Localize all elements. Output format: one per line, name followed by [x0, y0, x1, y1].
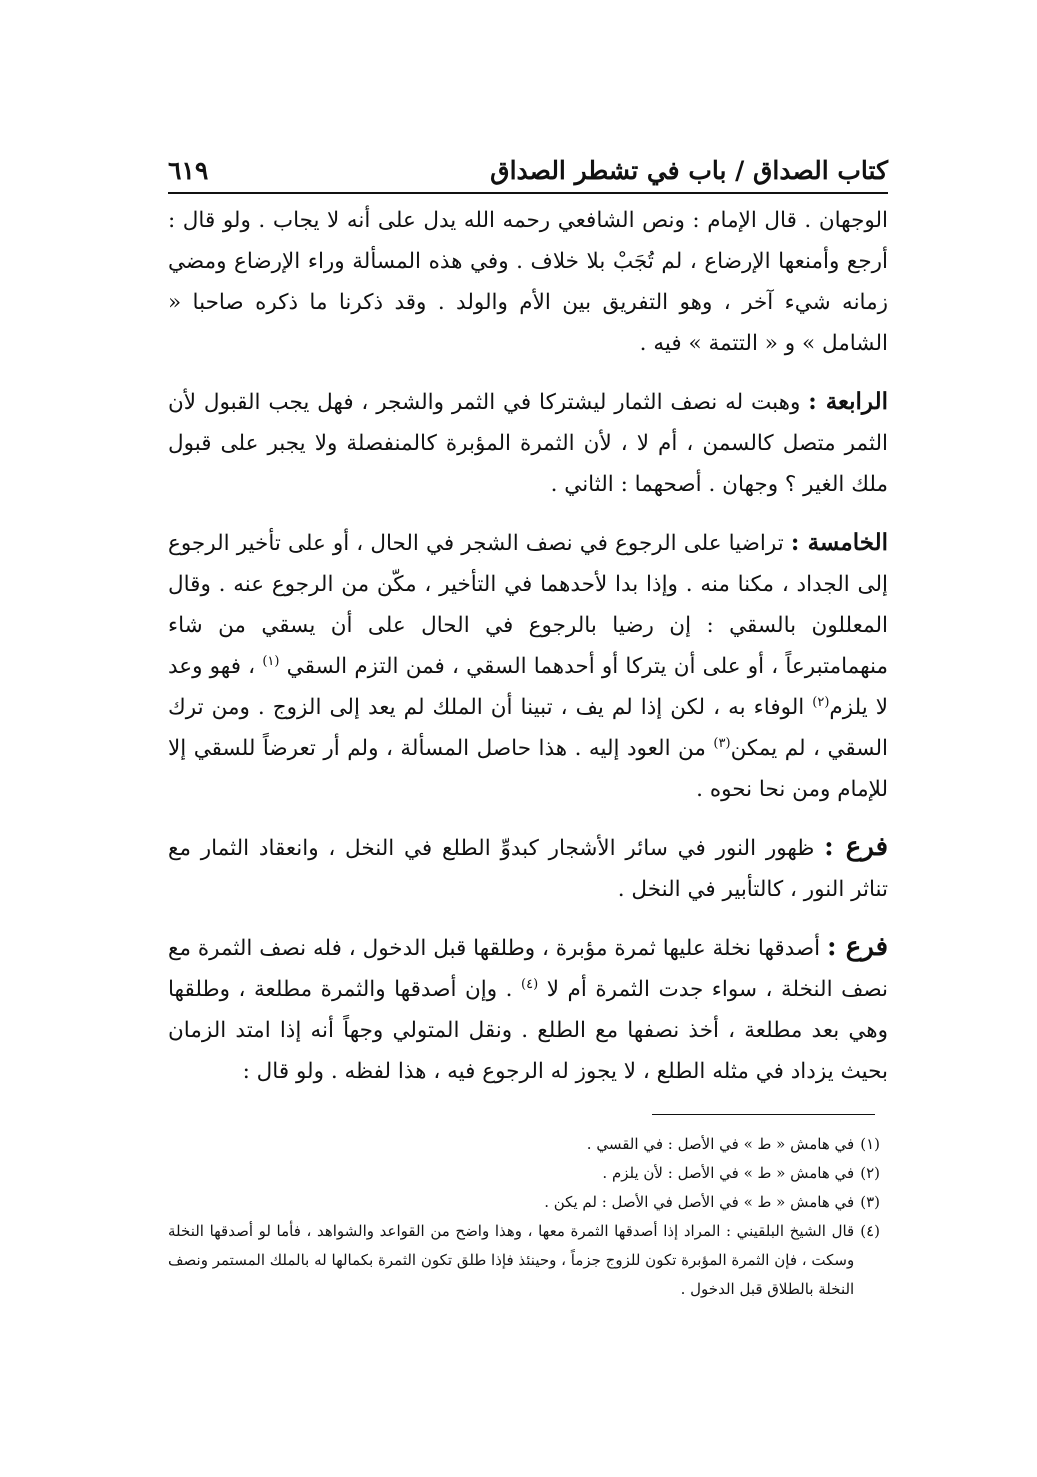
paragraph-text: . وإن أصدقها والثمرة مطلعة ، وطلقها وهي بعد مطلعة ، أخذ نصفها مع الطلع . ونقل المتولي وجهاً أنه إذا امتد الزمان بحيث يزداد في مثله الطلع ، لا يجوز له الرجوع فيه ، هذا لفظه . ولو قال :: [168, 977, 888, 1084]
paragraph-branch-2: [168, 927, 888, 1092]
header-title: كتاب الصداق / باب في تشطر الصداق: [490, 155, 888, 185]
footnote-number: (٢): [860, 1164, 880, 1182]
running-header: [168, 148, 888, 192]
footnote-item: [168, 1188, 880, 1217]
paragraph-branch-1: [168, 827, 888, 910]
paragraph-text: الوجهان . قال الإمام : ونص الشافعي رحمه الله يدل على أنه لا يجاب . ولو قال : أرجع وأمنعها الإرضاع ، لم تُجَبْ بلا خلاف . وفي هذه المسألة وراء الإرضاع ومضي زمانه شيء آخر ، وهو التفريق بين الأم والولد . وقد ذكرنا ما ذكره صاحبا « الشامل » و « التتمة » فيه .: [168, 208, 888, 356]
footnote-number: (٤): [860, 1222, 880, 1240]
footnote-number: (٣): [860, 1193, 880, 1211]
paragraph-lead: فرع :: [824, 832, 889, 862]
paragraph-lead: الخامسة :: [790, 529, 888, 556]
main-text: [168, 200, 888, 1109]
footnote-text: قال الشيخ البلقيني : المراد إذا أصدقها الثمرة معها ، وهذا واضح من القواعد والشواهد ، فأما لو أصدقها النخلة وسكت ، فإن الثمرة المؤبرة تكون للزوج جزماً ، وحينئذ فإذا طلق تكون الثمرة بكمالها له بالملك المستمر ونصف النخلة بالطلاق قبل الدخول .: [168, 1222, 855, 1298]
footnote-item: [168, 1159, 880, 1188]
footnote-number: (١): [860, 1135, 880, 1153]
footnote-text: في هامش « ط » في الأصل في الأصل : لم يكن .: [544, 1193, 855, 1211]
footnote-item: [168, 1217, 880, 1304]
footnote-item: [168, 1130, 880, 1159]
paragraph-continuation: [168, 200, 888, 364]
paragraph-text: وهبت له نصف الثمار ليشتركا في الثمر والشجر ، فهل يجب القبول لأن الثمر متصل كالسمن ، أم لا ، لأن الثمرة المؤبرة كالمنفصلة ولا يجبر على قبول ملك الغير ؟ وجهان . أصحهما : الثاني .: [168, 390, 888, 497]
paragraph-lead: الرابعة :: [808, 388, 889, 415]
paragraph-text: ظهور النور في سائر الأشجار كبدوِّ الطلع في النخل ، وانعقاد الثمار مع تناثر النور ، كالتأبير في النخل .: [168, 836, 888, 902]
footnote-text: في هامش « ط » في الأصل : في القسي .: [586, 1135, 855, 1153]
footnote-ref[interactable]: (١): [262, 653, 280, 669]
paragraph-text: الوفاء به ، لكن إذا لم يف ، تبينا أن الملك لم يعد إلى الزوج . ومن ترك السقي ، لم يمكن: [168, 695, 888, 761]
header-rule: [168, 192, 888, 194]
footnote-ref[interactable]: (٣): [713, 735, 731, 751]
paragraph-fifth: [168, 522, 888, 810]
paragraph-text: تراضيا على الرجوع في نصف الشجر في الحال ، أو على تأخير الرجوع إلى الجداد ، مكنا منه . وإذا بدا لأحدهما في التأخير ، مكّن من الرجوع عنه . وقال المعللون بالسقي : إن رضيا بالرجوع في الحال على أن يسقي من شاء منهمامتبرعاً ، أو على أن يتركا أو أحدهما السقي ، فمن التزم السقي: [168, 531, 889, 679]
paragraph-text: ، فهو وعد لا يلزم: [168, 654, 888, 720]
paragraph-text: من العود إليه . هذا حاصل المسألة ، ولم أر تعرضاً للسقي إلا للإمام ومن نحا نحوه .: [168, 736, 888, 802]
footnote-text: في هامش « ط » في الأصل : لأن يلزم .: [602, 1164, 855, 1182]
paragraph-text: أصدقها نخلة عليها ثمرة مؤبرة ، وطلقها قبل الدخول ، فله نصف الثمرة مع نصف النخلة ، سواء جدت الثمرة أم لا: [168, 936, 888, 1002]
footnote-separator: [652, 1114, 875, 1115]
footnote-ref[interactable]: (٤): [521, 976, 539, 992]
page-number: ٦١٩: [168, 155, 209, 185]
footnote-ref[interactable]: (٢): [812, 694, 830, 710]
paragraph-fourth: [168, 381, 888, 505]
paragraph-lead: فرع :: [827, 932, 888, 962]
footnotes: [168, 1130, 880, 1304]
